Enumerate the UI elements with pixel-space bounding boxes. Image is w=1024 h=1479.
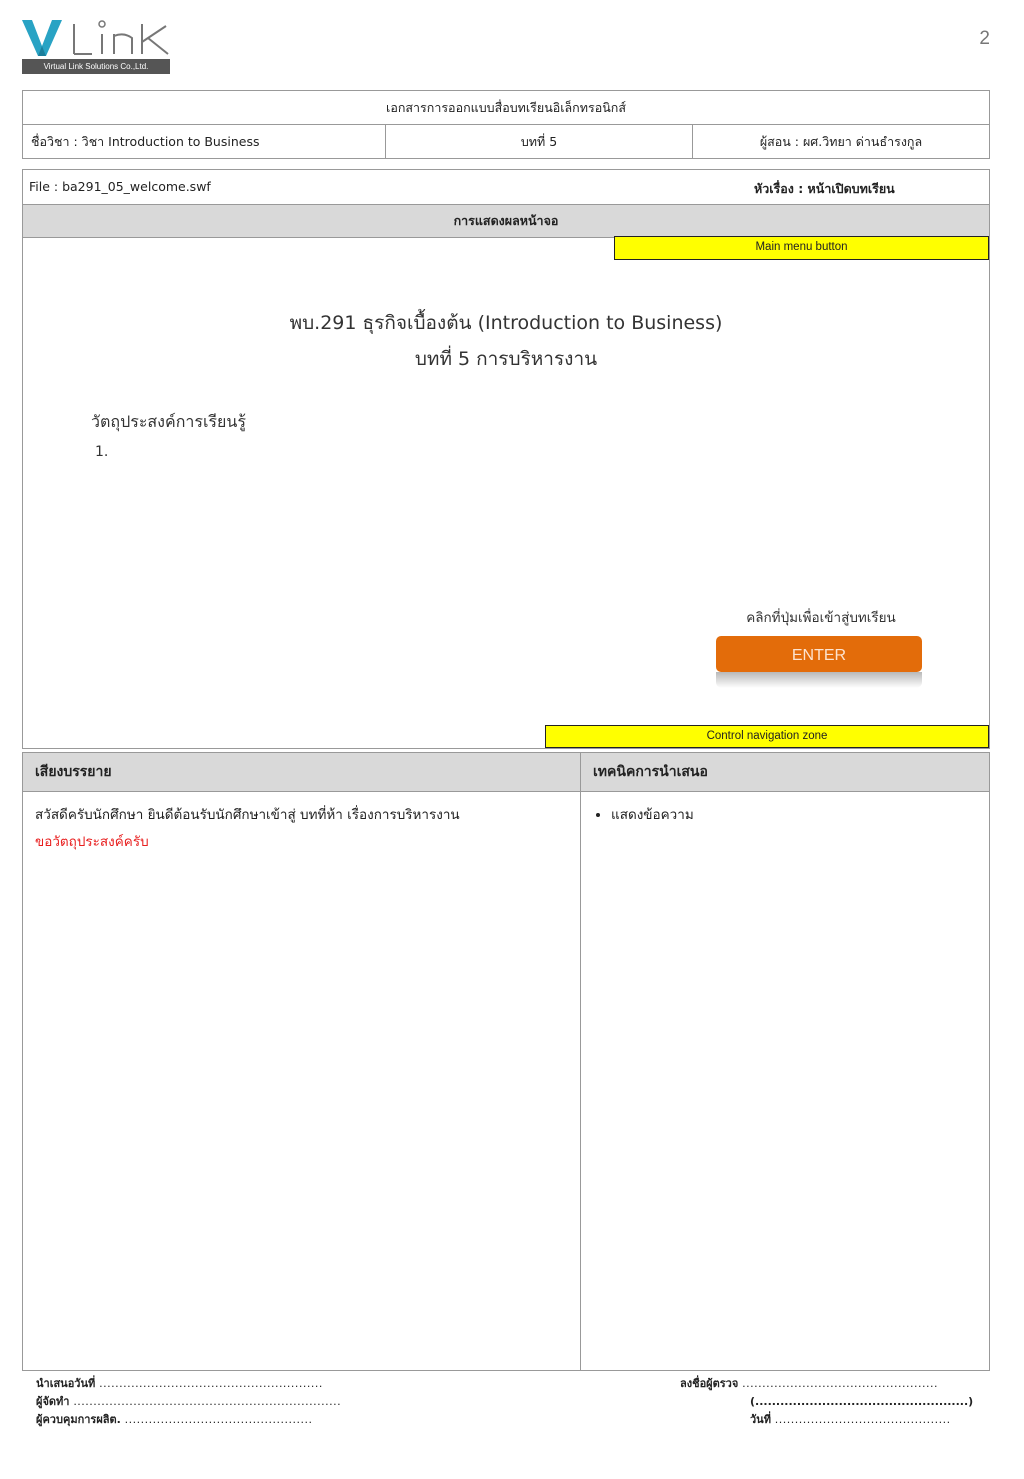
reviewer-name-parentheses: (...................................................): [750, 1395, 974, 1408]
enter-button-reflection: [716, 672, 922, 688]
reviewer-label: ลงชื่อผู้ตรวจ: [680, 1377, 739, 1390]
instructor-name: ผู้สอน : ผศ.วิทยา ด่านธำรงกูล: [693, 125, 990, 159]
lesson-chapter-title: บทที่ 5 การบริหารงาน: [414, 348, 598, 370]
course-info-table: [22, 90, 990, 159]
narration-line: สวัสดีครับนักศึกษา ยินดีต้อนรับนักศึกษาเข้าสู่ บทที่ห้า เรื่องการบริหารงาน: [35, 807, 460, 823]
enter-hint-text: คลิกที่ปุ่มเพื่อเข้าสู่บทเรียน: [746, 610, 896, 626]
company-logo: [22, 16, 172, 76]
lesson-course-title: พบ.291 ธุรกิจเบื้องต้น (Introduction to Business): [289, 312, 723, 334]
main-menu-zone[interactable]: Main menu button: [614, 236, 989, 260]
review-date-label: วันที่: [750, 1413, 771, 1426]
presented-dots: ........................................................: [99, 1377, 323, 1390]
maker-line: [36, 1393, 341, 1411]
display-section-label: การแสดงผลหน้าจอ: [23, 204, 989, 238]
narration-line-highlight: ขอวัตถุประสงค์ครับ: [35, 834, 149, 850]
technique-item: • แสดงข้อความ: [611, 802, 977, 829]
chapter-number: บทที่ 5: [386, 125, 693, 159]
technique-body: [581, 792, 990, 1371]
file-name: File : ba291_05_welcome.swf: [29, 179, 211, 194]
presented-date-line: [36, 1375, 341, 1393]
presented-label: นำเสนอวันที่: [36, 1377, 96, 1390]
review-date-line: [680, 1411, 973, 1429]
file-info-row: [23, 170, 989, 204]
topic-title: หัวเรื่อง : หน้าเปิดบทเรียน: [754, 181, 895, 196]
objective-item: 1.: [95, 444, 109, 460]
course-name: ชื่อวิชา : วิชา Introduction to Business: [23, 125, 386, 159]
controller-dots: ...............................................: [124, 1413, 313, 1426]
maker-dots: ...................................................................: [73, 1395, 342, 1408]
footer-left: [36, 1375, 341, 1429]
controller-line: [36, 1411, 341, 1429]
review-date-dots: ............................................: [774, 1413, 951, 1426]
narration-heading: เสียงบรรยาย: [23, 753, 581, 792]
objectives-heading: วัตถุประสงค์การเรียนรู้: [91, 412, 246, 431]
document-title: เอกสารการออกแบบสื่อบทเรียนอิเล็กทรอนิกส์: [23, 91, 990, 125]
screen-design-panel: [22, 169, 990, 749]
footer-right: [680, 1375, 973, 1429]
reviewer-dots: .................................................: [742, 1377, 938, 1390]
control-navigation-zone[interactable]: Control navigation zone: [545, 725, 989, 748]
page-number: 2: [979, 28, 990, 49]
reviewer-line: [680, 1375, 973, 1393]
maker-label: ผู้จัดทำ: [36, 1395, 70, 1408]
enter-button[interactable]: ENTER: [716, 636, 922, 672]
narration-table: [22, 752, 990, 1371]
narration-body: [23, 792, 581, 1371]
technique-list: [593, 802, 977, 829]
controller-label: ผู้ควบคุมการผลิต.: [36, 1413, 121, 1426]
vlink-logo-mark: [22, 16, 172, 58]
technique-heading: เทคนิคการนำเสนอ: [581, 753, 990, 792]
logo-subtitle: Virtual Link Solutions Co.,Ltd.: [22, 59, 170, 74]
